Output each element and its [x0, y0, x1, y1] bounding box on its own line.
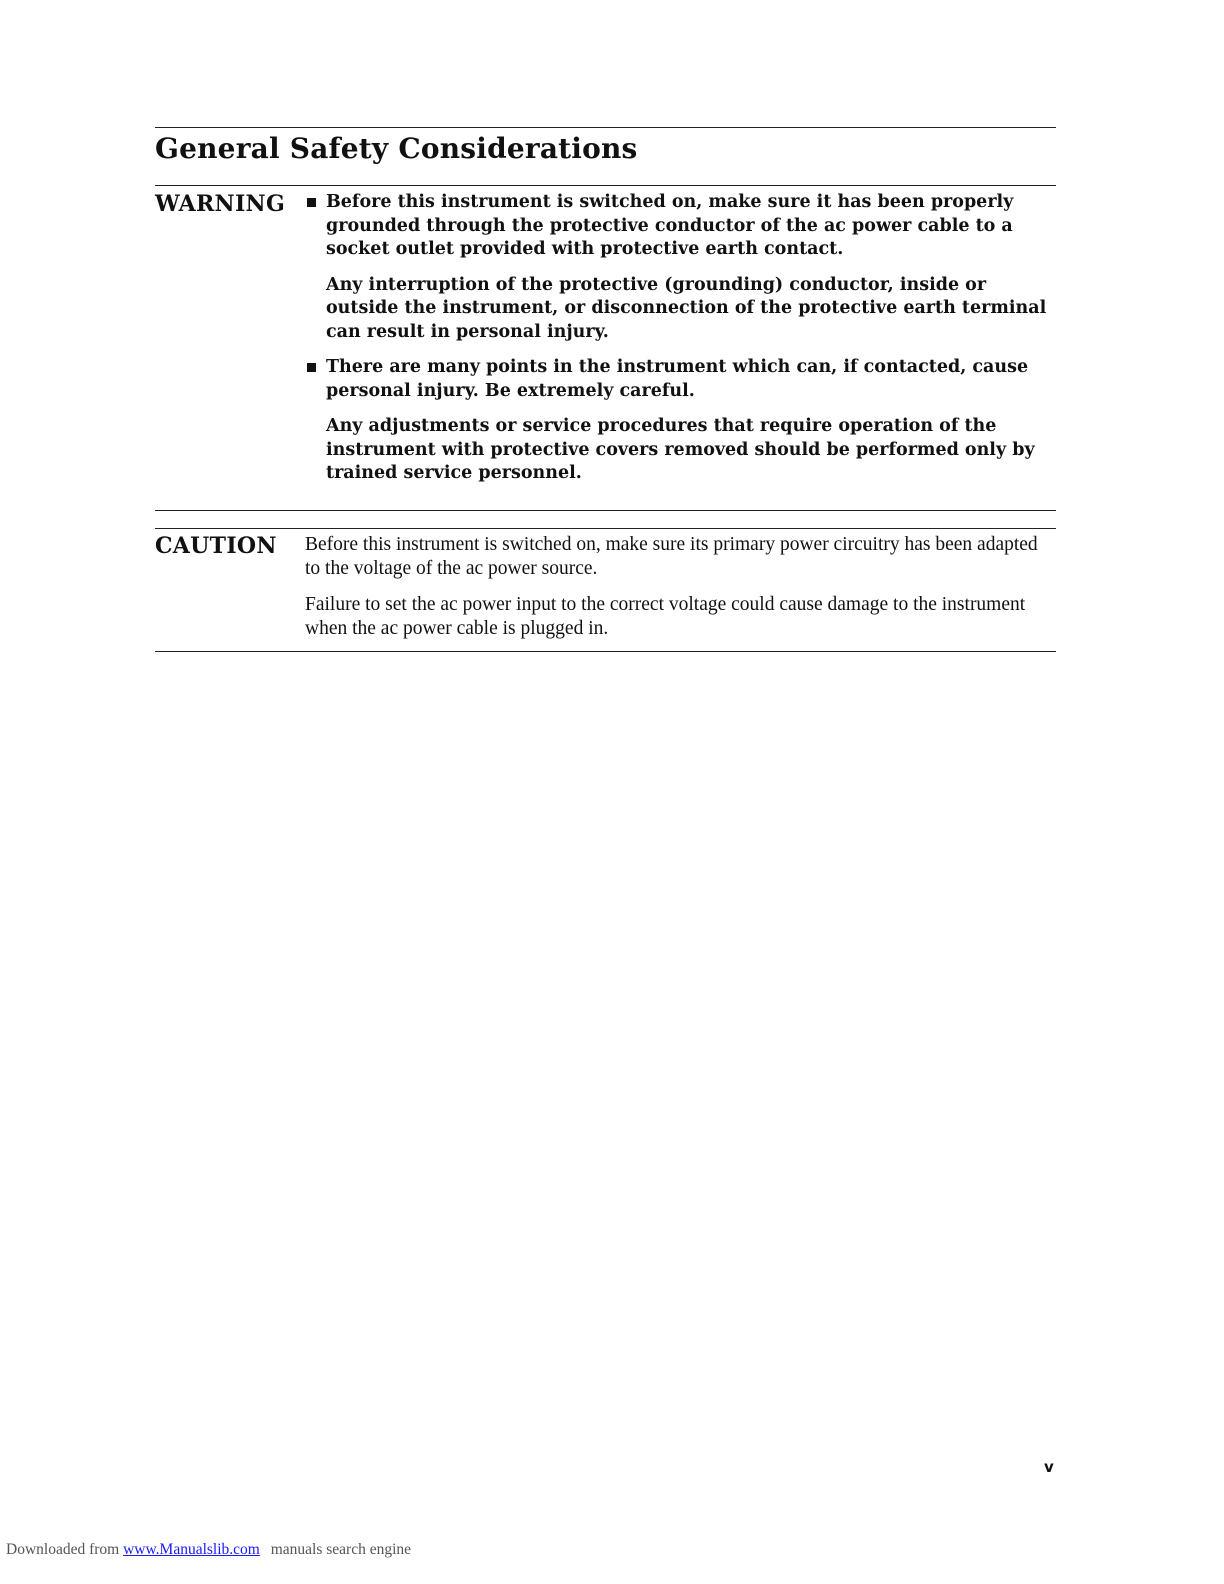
- caution-paragraph: Failure to set the ac power input to the correct voltage could cause damage to the instrument when the ac power cable is plugged in.: [305, 594, 1026, 639]
- caution-paragraph: Before this instrument is switched on, make sure its primary power circuitry has been adapted to the voltage of the ac power source.: [305, 534, 1038, 579]
- warning-item-detail: Any interruption of the protective (grounding) conductor, inside or outside the instrument, or disconnection of the protective earth terminal can result in personal injury.: [326, 274, 1047, 342]
- footer-prefix: Downloaded from: [6, 1541, 120, 1558]
- warning-item-text: Before this instrument is switched on, make sure it has been properly grounded through the protective conductor of the ac power cable to a socket outlet provided with protective earth contact.: [326, 192, 1014, 259]
- footer-suffix: manuals search engine: [270, 1541, 412, 1558]
- caution-body: [305, 533, 1057, 653]
- manualslib-link[interactable]: www.Manualslib.com: [123, 1541, 260, 1558]
- warning-body: [305, 191, 1057, 498]
- bullet-square-icon: [307, 198, 316, 207]
- warning-label: WARNING: [155, 191, 286, 217]
- warning-item-detail: Any adjustments or service procedures that require operation of the instrument with protective covers removed should be performed only by trained service personnel.: [326, 416, 1035, 483]
- caution-top-rule: [155, 528, 1056, 529]
- warning-bottom-rule: [155, 510, 1056, 511]
- warning-item-1: [305, 191, 1057, 262]
- title-bottom-rule: [155, 185, 1056, 186]
- warning-item-2: [305, 356, 1057, 403]
- caution-label: CAUTION: [155, 533, 277, 559]
- page-number: v: [1044, 1458, 1054, 1476]
- download-footer: [6, 1541, 411, 1559]
- caution-bottom-rule: [155, 651, 1056, 652]
- warning-item-text: There are many points in the instrument which can, if contacted, cause personal injury. Be extremely careful.: [326, 357, 1029, 401]
- title-top-rule: [155, 127, 1056, 128]
- bullet-square-icon: [307, 363, 316, 372]
- page-title: General Safety Considerations: [155, 132, 638, 165]
